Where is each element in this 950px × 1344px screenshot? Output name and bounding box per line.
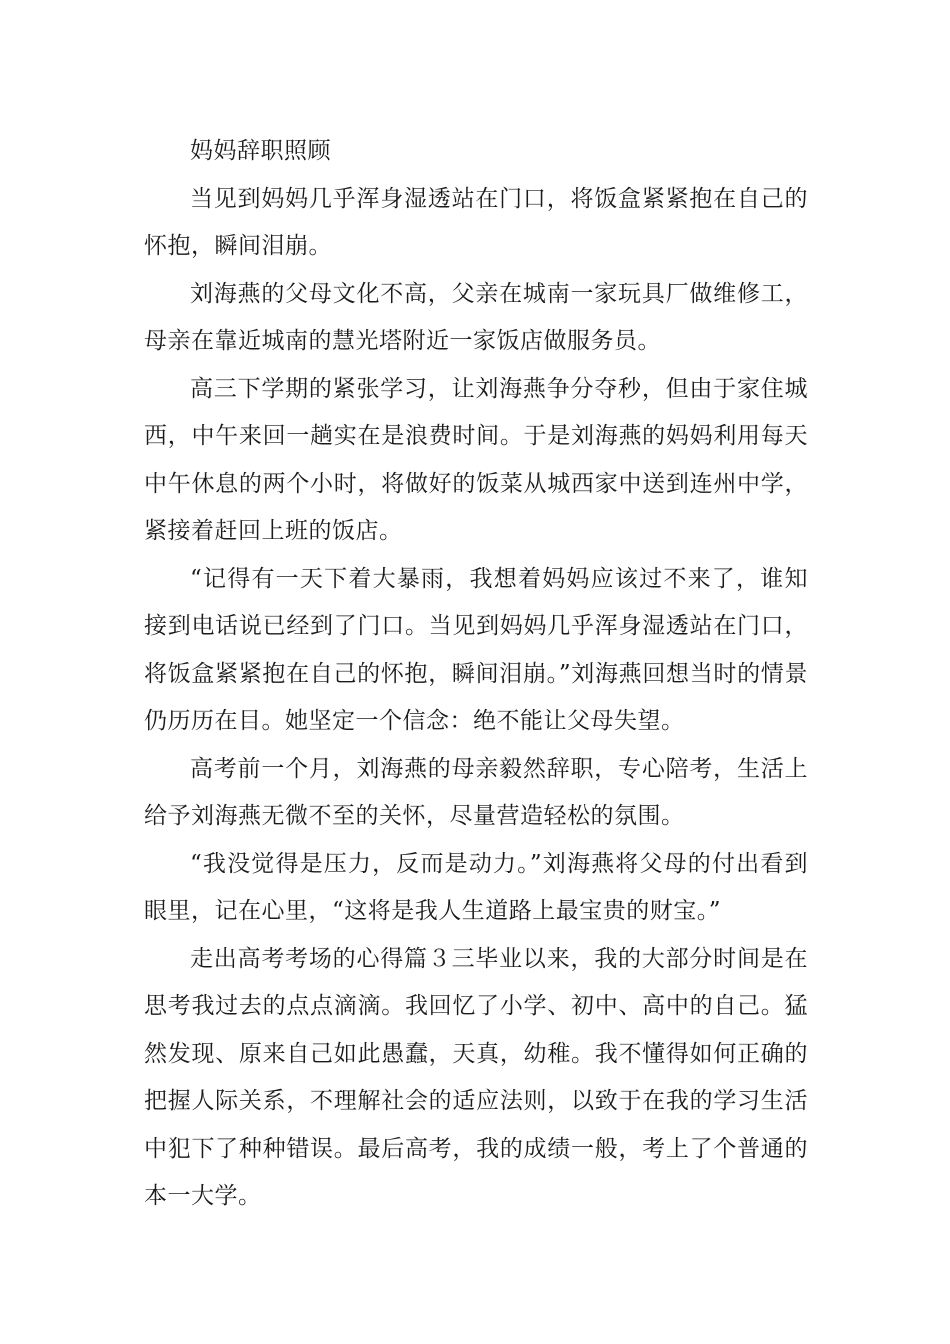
paragraph: “记得有一天下着大暴雨，我想着妈妈应该过不来了，谁知接到电话说已经到了门口。当见到妈妈几乎浑身湿透站在门口，将饭盒紧紧抱在自己的怀抱，瞬间泪崩。”刘海燕回想当时的情景仍历历在目。她坚定一个信念：绝不能让父母失望。 xyxy=(144,565,808,734)
paragraph: 高考前一个月，刘海燕的母亲毅然辞职，专心陪考，生活上给予刘海燕无微不至的关怀，尽量营造轻松的氛围。 xyxy=(144,755,808,829)
paragraph: “我没觉得是压力，反而是动力。”刘海燕将父母的付出看到眼里，记在心里，“这将是我人生道路上最宝贵的财宝。” xyxy=(144,850,808,924)
document-body xyxy=(144,128,808,1221)
paragraph: 走出高考考场的心得篇３三毕业以来，我的大部分时间是在思考我过去的点点滴滴。我回忆了小学、初中、高中的自己。猛然发现、原来自己如此愚蠢，天真，幼稚。我不懂得如何正确的把握人际关系，不理解社会的适应法则，以致于在我的学习生活中犯下了种种错误。最后高考，我的成绩一般，考上了个普通的本一大学。 xyxy=(144,945,808,1209)
paragraph: 刘海燕的父母文化不高，父亲在城南一家玩具厂做维修工，母亲在靠近城南的慧光塔附近一家饭店做服务员。 xyxy=(144,280,808,354)
paragraph: 当见到妈妈几乎浑身湿透站在门口，将饭盒紧紧抱在自己的怀抱，瞬间泪崩。 xyxy=(144,185,808,259)
section-heading: 妈妈辞职照顾 xyxy=(190,138,331,164)
paragraph: 高三下学期的紧张学习，让刘海燕争分夺秒，但由于家住城西，中午来回一趟实在是浪费时间。于是刘海燕的妈妈利用每天中午休息的两个小时，将做好的饭菜从城西家中送到连州中学，紧接着赶回上班的饭店。 xyxy=(144,375,808,544)
